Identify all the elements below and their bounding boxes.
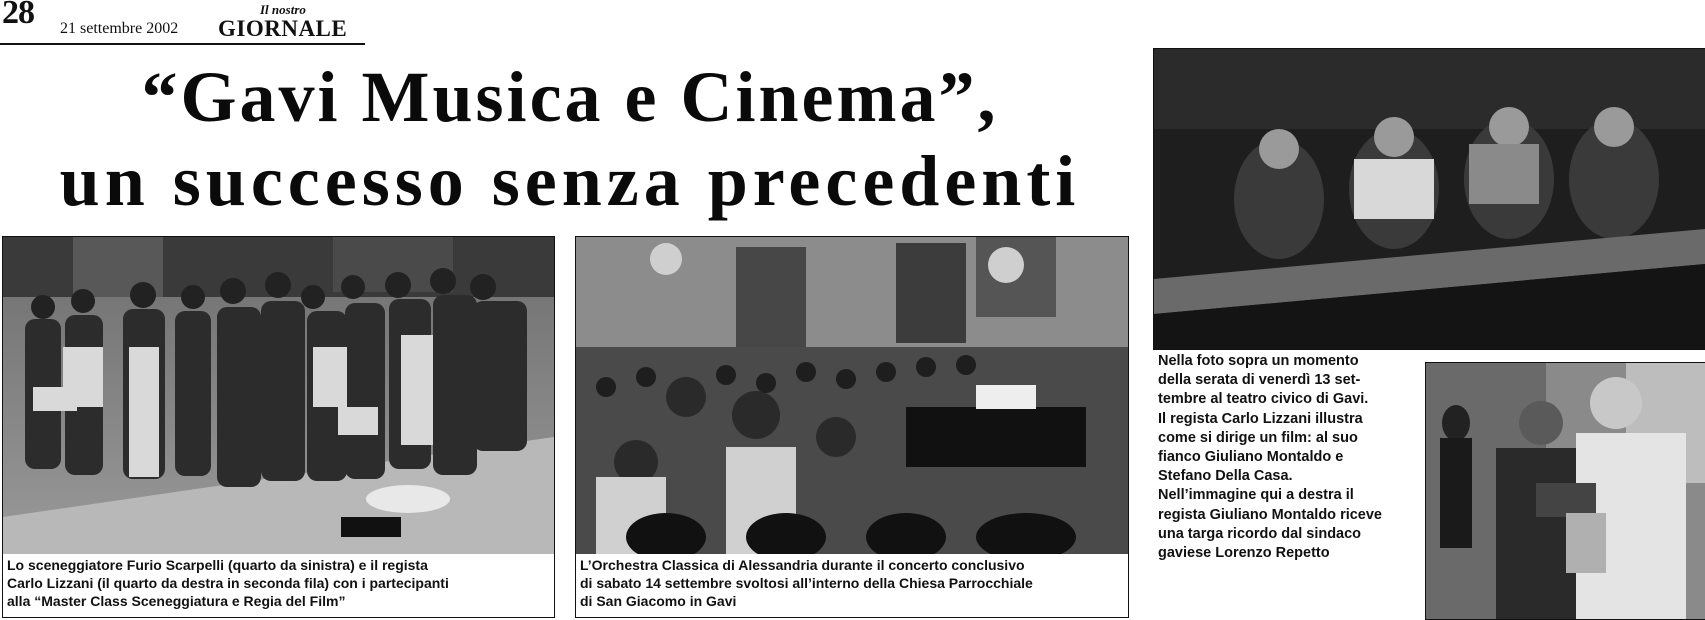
masthead-prefix: Il nostro [260,2,306,17]
headline-line-1: “Gavi Musica e Cinema”, [141,57,999,137]
side-caption-line: gaviese Lorenzo Repetto [1158,545,1330,562]
page-number: 28 [2,0,34,31]
side-caption [1158,352,1423,563]
side-caption-line: Stefano Della Casa. [1158,468,1293,485]
side-caption-line: Nella foto sopra un momento [1158,353,1359,369]
header-rule [0,43,365,45]
group-caption-line: alla “Master Class Sceneggiatura e Regia del Film” [7,593,346,609]
side-caption-line: regista Giuliano Montaldo riceve [1158,506,1382,523]
headline-line-2: un successo senza precedenti [59,141,1081,221]
masthead-title: GIORNALE [218,16,348,41]
side-caption-line: della serata di venerdì 13 set- [1158,372,1361,389]
side-caption-line: tembre al teatro civico di Gavi. [1158,391,1369,408]
issue-date: 21 settembre 2002 [60,20,179,37]
award-photo [1425,362,1705,620]
side-caption-line: una targa ricordo dal sindaco [1158,525,1362,542]
orchestra-caption-line: L’Orchestra Classica di Alessandria durante il concerto conclusivo [580,557,1025,573]
group-caption-line: Carlo Lizzani (il quarto da destra in seconda fila) con i partecipanti [7,575,449,591]
group-caption-line: Lo sceneggiatore Furio Scarpelli (quarto da sinistra) e il regista [7,557,428,573]
orchestra-caption [580,556,1126,610]
side-caption-line: fianco Giuliano Montaldo e [1158,449,1344,466]
page-header [0,0,370,46]
orchestra-caption-line: di San Giacomo in Gavi [580,593,737,609]
group-photo [2,236,555,556]
orchestra-photo [575,236,1129,556]
panel-photo [1153,48,1705,350]
side-caption-line: come si dirige un film: al suo [1158,429,1358,446]
group-caption [7,556,552,610]
side-caption-line: Il regista Carlo Lizzani illustra [1158,410,1363,427]
side-caption-line: Nell’immagine qui a destra il [1158,487,1354,504]
orchestra-caption-line: di sabato 14 settembre svoltosi all’interno della Chiesa Parrocchiale [580,575,1033,591]
